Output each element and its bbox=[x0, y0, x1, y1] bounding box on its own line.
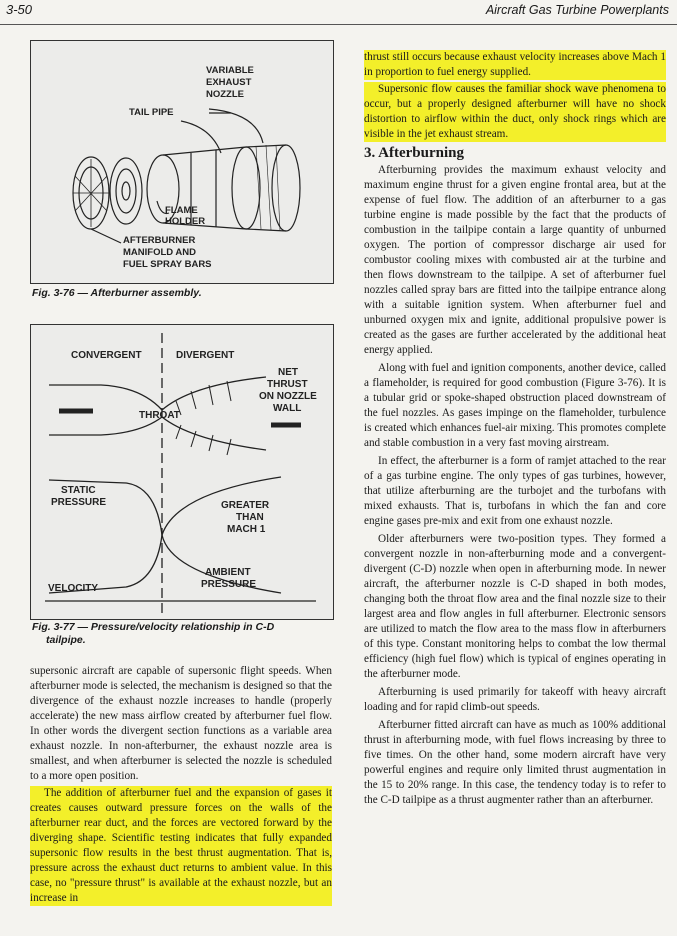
label-greater-than-mach-3: MACH 1 bbox=[227, 524, 266, 535]
section-heading-afterburning: 3. Afterburning bbox=[364, 145, 465, 161]
right-paragraph-8: Afterburner fitted aircraft can have as much as 100% additional thrust in afterburning mode, with fuel flows increasing by three to five times. On the other hand, some modern aircraft have very powerful engines and require only limited thrust augmentation in the 15 to 20% range. In this case, the tendency today is to refer to the C-D tailpipe as a thrust augmenter rather than an afterburner. bbox=[364, 719, 666, 806]
page-header bbox=[0, 0, 677, 25]
pressure-velocity-diagram bbox=[31, 325, 333, 619]
right-paragraph-3: Afterburning provides the maximum exhaust velocity and maximum engine thrust for a given engine frontal area, but at the expense of fuel flow. The addition of an afterburner to a gas turbine engine is made possible by the fact that the products of combustion in the tailpipe contain a large quantity of unburned oxygen. The portion of compressor discharge air used for combustor cooling mixes with combusted air at the turbine and then flows downstream to the tailpipe. A set of afterburner fuel nozzles called spray bars are fitted into the tailpipe entrance along with a suitable ignition system. When afterburner fuel and unburned oxygen mix and ignite, additional propulsive power is created as the gases are further accelerated by the additional heat energy applied. bbox=[364, 164, 666, 356]
label-velocity: VELOCITY bbox=[48, 583, 99, 594]
figure-77-caption-line-2: tailpipe. bbox=[46, 634, 86, 646]
label-flame-holder-1: FLAME bbox=[165, 205, 198, 216]
label-variable-exhaust-nozzle-2: EXHAUST bbox=[206, 77, 252, 88]
label-net-thrust-4: WALL bbox=[273, 403, 302, 414]
label-static-pressure-2: PRESSURE bbox=[51, 497, 107, 508]
label-variable-exhaust-nozzle-3: NOZZLE bbox=[206, 89, 244, 100]
label-ambient-pressure-1: AMBIENT bbox=[205, 567, 251, 578]
left-column-text bbox=[30, 664, 332, 906]
right-paragraph-6: Older afterburners were two-position types. They formed a convergent nozzle in non-afterburning mode and a convergent-divergent (C-D) nozzle when open in afterburning mode. In newer aircraft, the afterburner nozzle is C-D shaped in both modes, changing both the throat flow area and the final nozzle size to their largest area and flow angles in full afterburner. Electronic sensors are utilized to match the flow area to the mass flow in afterburners of this type. Constant monitoring helps to combat the low thermal efficiency (high fuel flow) which is typical of engines operating in the afterburner mode. bbox=[364, 533, 666, 680]
label-divergent: DIVERGENT bbox=[176, 350, 235, 361]
running-title: Aircraft Gas Turbine Powerplants bbox=[485, 3, 669, 17]
label-net-thrust-1: NET bbox=[278, 367, 298, 378]
label-tail-pipe: TAIL PIPE bbox=[129, 107, 174, 118]
left-paragraph-2-highlighted: The addition of afterburner fuel and the expansion of gases it creates causes outward pressure forces on the walls of the afterburner rear duct, and the forces are vectored forward by the diverging shape. Scientific testing indicates that fully expanded supersonic flow results in the best thrust augmentation. That is, pressure across the exhaust duct returns to ambient value. In this case, no "pressure thrust" is available at the exhaust nozzle, but an increase in bbox=[30, 787, 332, 904]
label-flame-holder-2: HOLDER bbox=[165, 216, 206, 227]
label-greater-than-mach-1: GREATER bbox=[221, 500, 270, 511]
right-paragraph-2-highlighted: Supersonic flow causes the familiar shock wave phenomena to occur, but a properly designed afterburner will have no shock distortion to airflow within the duct, only shock rings which are visible in the jet exhaust stream. bbox=[364, 83, 666, 140]
label-afterburner-manifold-3: FUEL SPRAY BARS bbox=[123, 259, 212, 270]
label-net-thrust-3: ON NOZZLE bbox=[259, 391, 317, 402]
right-column-text bbox=[364, 50, 666, 808]
figure-pressure-velocity bbox=[30, 324, 334, 620]
figure-77-caption bbox=[32, 621, 274, 647]
label-static-pressure-1: STATIC bbox=[61, 485, 96, 496]
right-paragraph-7: Afterburning is used primarily for takeoff with heavy aircraft loading and for rapid climb-out speeds. bbox=[364, 686, 666, 713]
left-paragraph-1: supersonic aircraft are capable of supersonic flight speeds. When afterburner mode is selected, the mechanism is designed so that the divergence of the exhaust nozzle increases to handle (properly accelerate) the new mass airflow created by afterburner fuel flow. In other words the divergent section functions as a variable area exhaust nozzle. In non-afterburner, the exhaust nozzle area is smallest, and when afterburner is selected the nozzle is scheduled to a more open position. bbox=[30, 665, 332, 782]
label-convergent: CONVERGENT bbox=[71, 350, 142, 361]
label-ambient-pressure-2: PRESSURE bbox=[201, 579, 257, 590]
afterburner-assembly-drawing bbox=[31, 41, 333, 283]
figure-77-caption-line-1: Fig. 3-77 — Pressure/velocity relationship in C-D bbox=[32, 621, 275, 633]
page-number: 3-50 bbox=[6, 2, 33, 17]
figure-76-caption: Fig. 3-76 — Afterburner assembly. bbox=[32, 287, 202, 299]
label-greater-than-mach-2: THAN bbox=[236, 512, 264, 523]
right-paragraph-5: In effect, the afterburner is a form of ramjet attached to the rear of a gas turbine engine. The only types of gas turbines, however, that utilize afterburning are the turbojet and the turbofans with mixed exhausts. That is, turbofans in which the fan and core engine gases pre-mix and exit from one exhaust nozzle. bbox=[364, 455, 666, 527]
label-afterburner-manifold-2: MANIFOLD AND bbox=[123, 247, 196, 258]
label-net-thrust-2: THRUST bbox=[267, 379, 308, 390]
right-paragraph-1-highlighted: thrust still occurs because exhaust velocity increases above Mach 1 in proportion to fuel energy supplied. bbox=[364, 51, 666, 78]
right-paragraph-4: Along with fuel and ignition components, another device, called a flameholder, is required for good combustion (Figure 3-76). It is a tubular grid or spoke-shaped obstruction placed downstream of the fuel nozzles. As gases impinge on the flameholder, turbulence is created which enhances fuel-air mixing. This promotes complete and stable combustion in a very fast moving airstream. bbox=[364, 362, 666, 449]
label-afterburner-manifold-1: AFTERBURNER bbox=[123, 235, 196, 246]
figure-afterburner-assembly bbox=[30, 40, 334, 284]
label-variable-exhaust-nozzle-1: VARIABLE bbox=[206, 65, 254, 76]
label-throat: THROAT bbox=[139, 410, 180, 421]
